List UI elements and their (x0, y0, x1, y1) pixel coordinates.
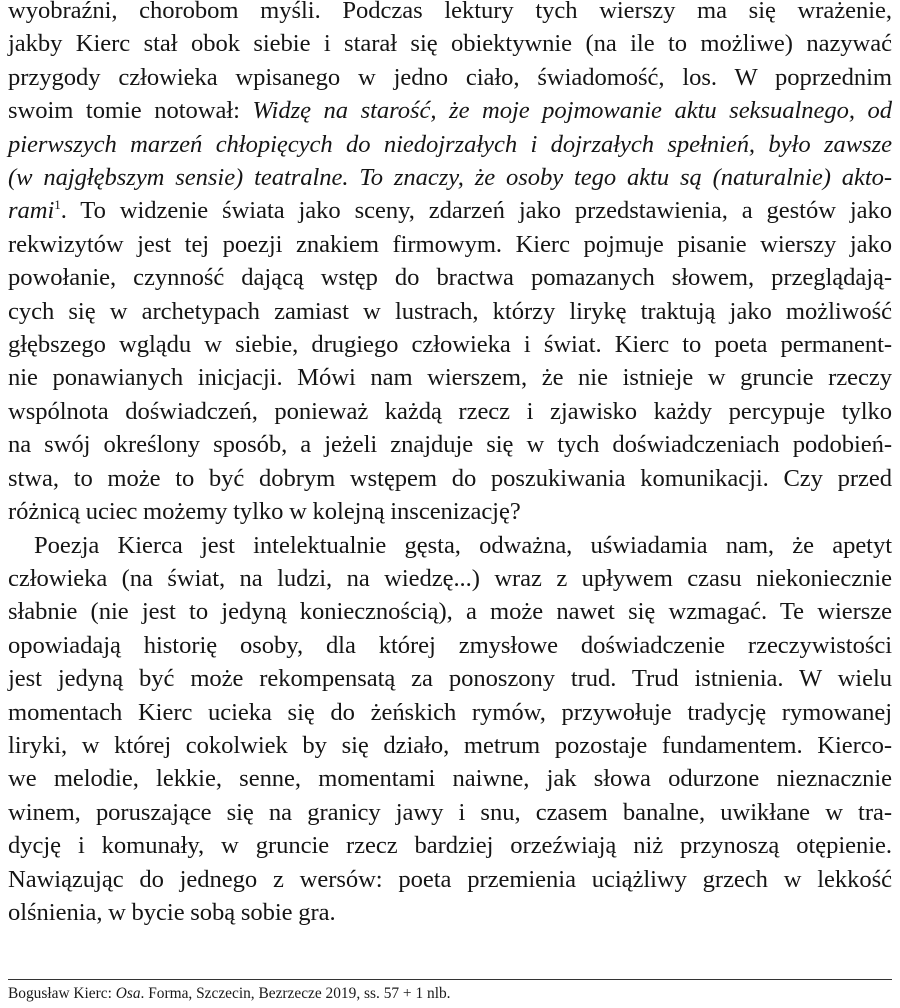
paragraph-1-line (8, 361, 892, 394)
paragraph-1-line (8, 94, 892, 127)
paragraph-1-line (8, 27, 892, 60)
paragraph-2-line (8, 662, 892, 695)
text-run: opowiadają historię osoby, dla której zmysłowe doświadczenie rzeczywistości (8, 631, 892, 659)
paragraph-1-line (8, 462, 892, 495)
text-run: przygody człowieka wpisanego w jedno ciało, świadomość, los. W poprzednim (8, 63, 892, 91)
paragraph-1-line (8, 395, 892, 428)
text-run: swoim tomie notował: (8, 97, 253, 125)
paragraph-2-line (8, 796, 892, 829)
italic-quote-run: Widzę na starość, że moje pojmowanie aktu seksualnego, od (252, 97, 892, 125)
text-run: olśnienia, w bycie sobą sobie gra. (8, 898, 336, 926)
paragraph-2-line (8, 863, 892, 896)
paragraph-1-line (8, 0, 892, 27)
italic-quote-run: rami (8, 197, 55, 225)
paragraph-1 (8, 0, 892, 529)
paragraph-1-line (8, 194, 892, 227)
text-run: liryki, w której cokolwiek by się działo, metrum pozostaje fundamentem. Kierco- (8, 731, 892, 759)
paragraph-2-line (8, 896, 892, 929)
paragraph-2 (8, 529, 892, 930)
text-run: winem, poruszające się na granicy jawy i snu, czasem banalne, uwikłane w tra- (8, 798, 892, 826)
text-run: momentach Kierc ucieka się do żeńskich rymów, przywołuje tradycję rymowanej (8, 698, 892, 726)
paragraph-2-line (8, 762, 892, 795)
italic-quote-run: pierwszych marzeń chłopięcych do niedojrzałych i dojrzałych spełnień, było zawsze (8, 130, 892, 158)
text-run: słabnie (nie jest to jedyną koniecznością), a może nawet się wzmagać. Te wiersze (8, 598, 892, 626)
text-run: jest jedyną być może rekompensatą za ponoszony trud. Trud istnienia. W wielu (8, 665, 892, 693)
text-run: człowieka (na świat, na ludzi, na wiedzę...) wraz z upływem czasu niekoniecznie (8, 564, 892, 592)
footnote-book-title: Osa (115, 985, 141, 1002)
footnote-author: Bogusław Kierc: (8, 985, 116, 1002)
text-run: różnicą uciec możemy tylko w kolejną inscenizację? (8, 498, 521, 526)
paragraph-1-line (8, 428, 892, 461)
paragraph-2-line (8, 696, 892, 729)
paragraph-1-line (8, 261, 892, 294)
text-run: stwa, to może to być dobrym wstępem do poszukiwania komunikacji. Czy przed (8, 464, 892, 492)
footnote-separator (8, 979, 892, 980)
paragraph-2-line (8, 529, 892, 562)
text-run: Poezja Kierca jest intelektualnie gęsta, odważna, uświadamia nam, że apetyt (34, 531, 892, 559)
paragraph-2-line (8, 829, 892, 862)
paragraph-1-line (8, 295, 892, 328)
text-run: . To widzenie świata jako sceny, zdarzeń jako przedstawienia, a gestów jako (60, 197, 892, 225)
text-run: Nawiązując do jednego z wersów: poeta przemienia uciążliwy grzech w lekkość (8, 865, 892, 893)
footnote-details: . Forma, Szczecin, Bezrzecze 2019, ss. 57 + 1 nlb. (140, 985, 451, 1002)
paragraph-1-line (8, 161, 892, 194)
text-run: we melodie, lekkie, senne, momentami naiwne, jak słowa odurzone nieznacznie (8, 765, 892, 793)
italic-quote-run: (w najgłębszym sensie) teatralne. To znaczy, że osoby tego aktu są (naturalnie) akto- (8, 164, 892, 192)
paragraph-2-line (8, 729, 892, 762)
paragraph-2-line (8, 562, 892, 595)
footnote (8, 985, 892, 1003)
text-run: wspólnota doświadczeń, ponieważ każdą rzecz i zjawisko każdy percypuje tylko (8, 397, 892, 425)
text-run: rekwizytów jest tej poezji znakiem firmowym. Kierc pojmuje pisanie wierszy jako (8, 230, 892, 258)
paragraph-2-line (8, 629, 892, 662)
footnote-marker: 1 (54, 197, 61, 213)
text-run: nie ponawianych inicjacji. Mówi nam wierszem, że nie istnieje w gruncie rzeczy (8, 364, 892, 392)
paragraph-1-line (8, 495, 892, 528)
text-run: głębszego wglądu w siebie, drugiego człowieka i świat. Kierc to poeta permanent- (8, 331, 892, 359)
paragraph-1-line (8, 328, 892, 361)
document-page (8, 0, 892, 1002)
paragraph-1-line (8, 61, 892, 94)
text-run: wyobraźni, chorobom myśli. Podczas lektury tych wierszy ma się wrażenie, (8, 0, 892, 24)
text-run: na swój określony sposób, a jeżeli znajduje się w tych doświadczeniach podobień- (8, 431, 892, 459)
paragraph-1-line (8, 128, 892, 161)
text-run: cych się w archetypach zamiast w lustrach, którzy lirykę traktują jako możliwość (8, 297, 892, 325)
text-run: powołanie, czynność dającą wstęp do bractwa pomazanych słowem, przeglądają- (8, 264, 892, 292)
paragraph-2-line (8, 595, 892, 628)
paragraph-1-line (8, 228, 892, 261)
text-run: jakby Kierc stał obok siebie i starał się obiektywnie (na ile to możliwe) nazywać (8, 30, 892, 58)
text-run: dycję i komunały, w gruncie rzecz bardziej orzeźwiają niż przynoszą otępienie. (8, 832, 892, 860)
